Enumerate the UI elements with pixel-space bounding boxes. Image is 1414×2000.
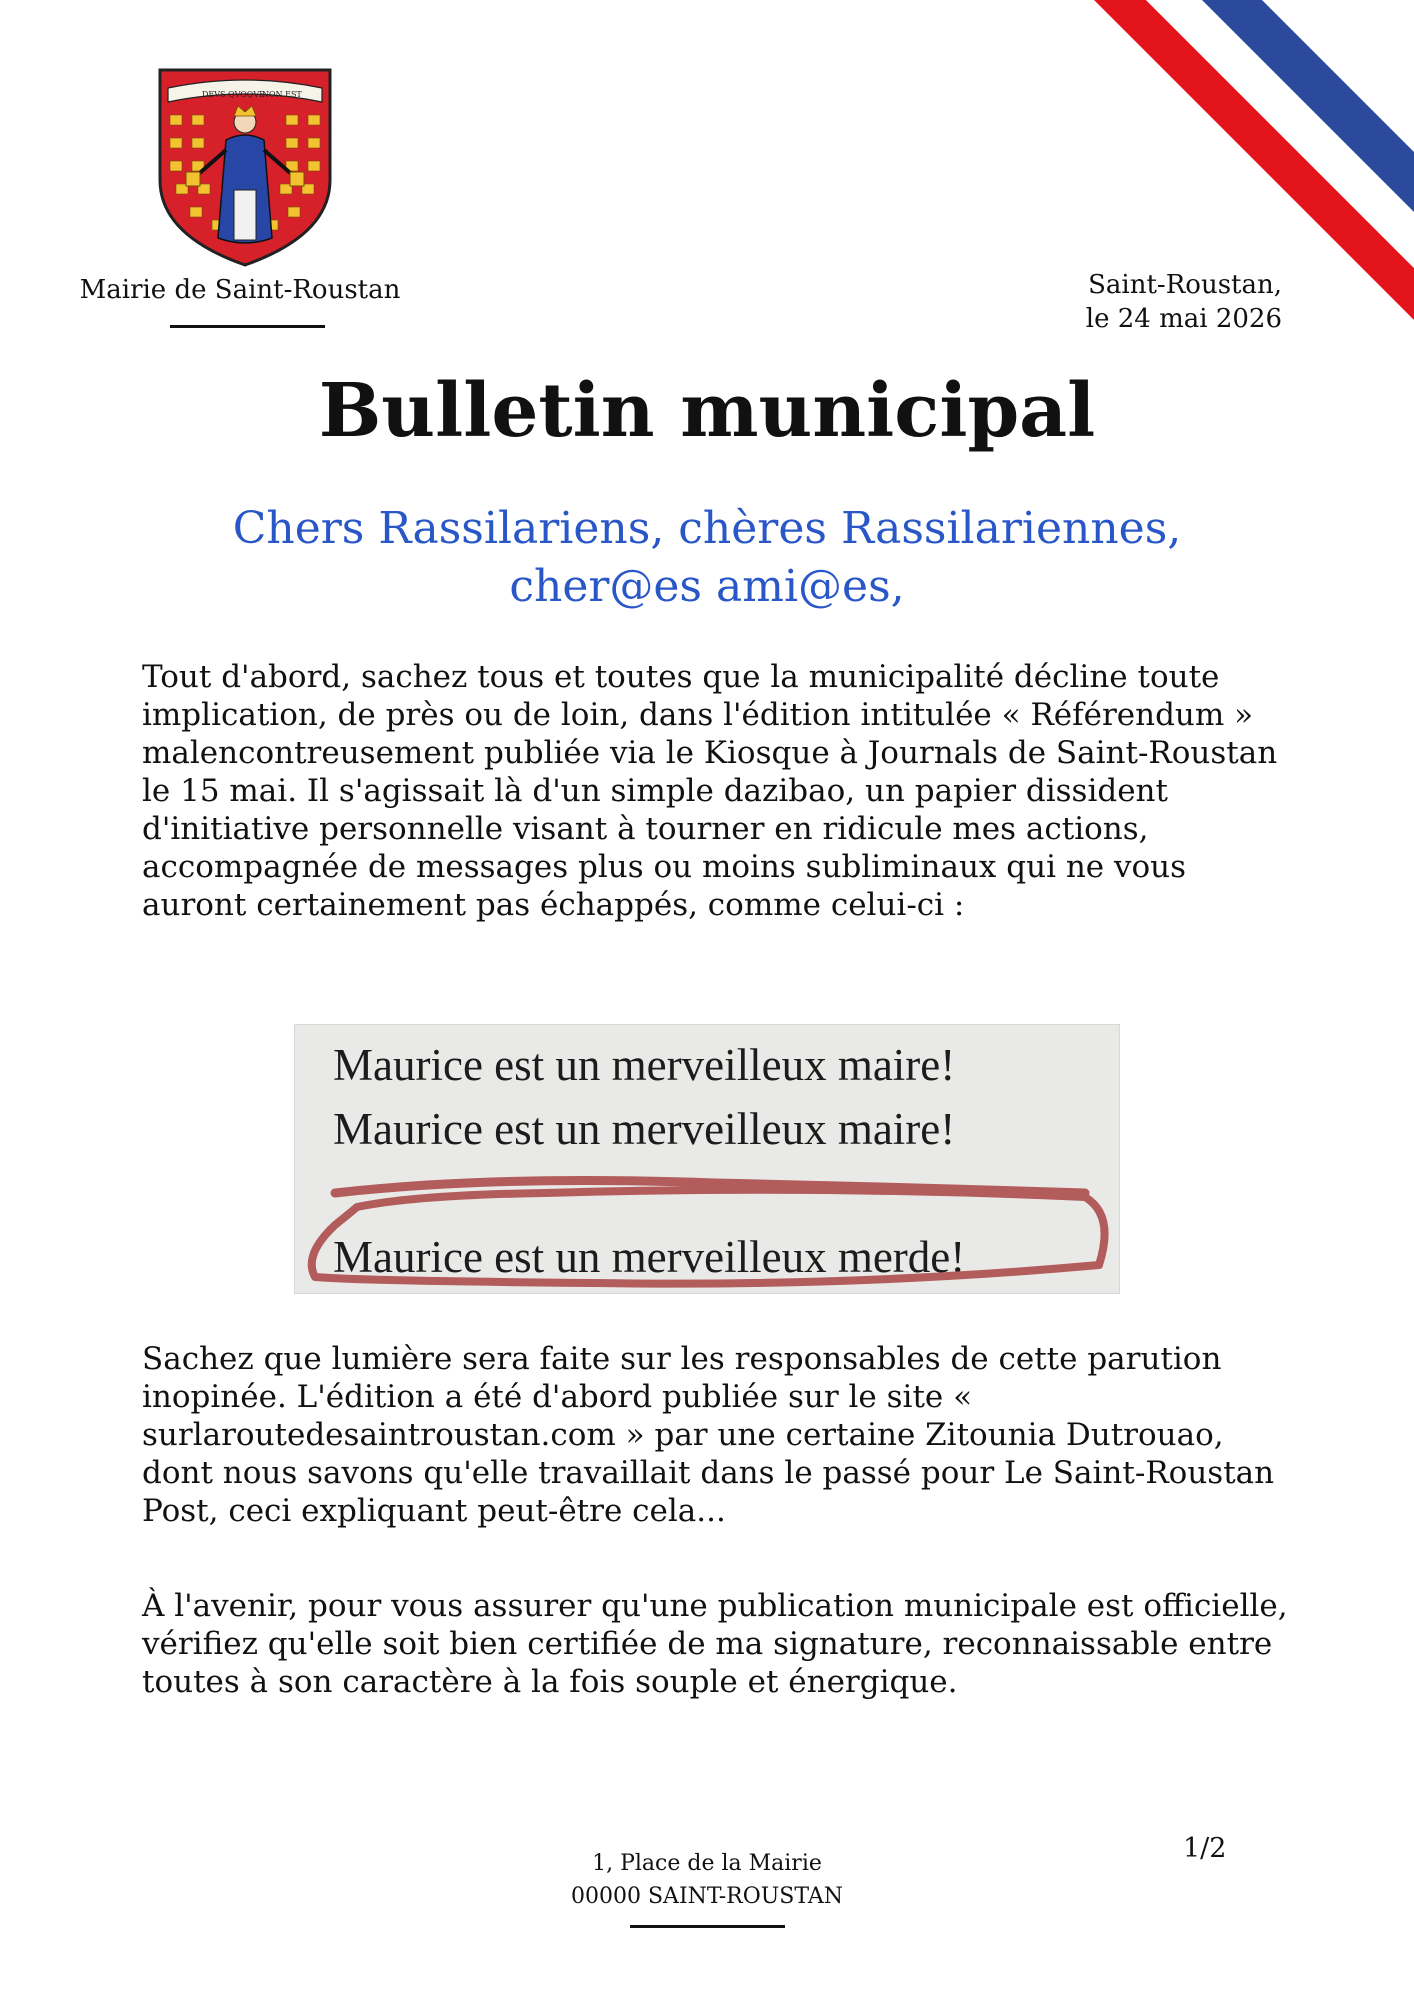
place-text: Saint-Roustan, <box>1088 270 1282 300</box>
clipping-line-2: Maurice est un merveilleux maire! <box>333 1104 956 1154</box>
paragraph-investigation: Sachez que lumière sera faite sur les responsables de cette parution inopinée. L'édition a été d'abord publiée sur le site « surlaroutedesaintroustan.com » par une certaine Zitounia Dutrouao, dont nous savons qu'elle travaillait dans le passé pour Le Saint-Roustan Post, ceci expliquant peut-être cela... <box>142 1341 1275 1529</box>
circled-scribble <box>295 1025 1120 1294</box>
header-divider <box>170 325 325 328</box>
page-title: Bulletin municipal <box>318 368 1096 454</box>
greeting <box>150 500 1264 616</box>
greeting-line-1: Chers Rassilariens, chères Rassilariennes, <box>232 503 1182 554</box>
paragraph-signature-notice: À l'avenir, pour vous assurer qu'une publication municipale est officielle, vérifiez qu'elle soit bien certifiée de ma signature, reconnaissable entre toutes à son caractère à la fois souple et énergique. <box>142 1588 1288 1700</box>
page-number: 1/2 <box>1183 1833 1227 1864</box>
clipping-line-4: Maurice est un merveilleux merde! <box>333 1232 966 1282</box>
quoted-clipping-image <box>294 1024 1120 1294</box>
paragraph-intro: Tout d'abord, sachez tous et toutes que la municipalité décline toute implication, de près ou de loin, dans l'édition intitulée « Référendum » malencontreusement publiée via le Kiosque à Journals de Saint-Roustan le 15 mai. Il s'agissait là d'un simple dazibao, un papier dissident d'initiative personnelle visant à tourner en ridicule mes actions, accompagnée de messages plus ou moins subliminaux qui ne vous auront certainement pas échappés, comme celui-ci : <box>142 659 1278 923</box>
svg-text:NON EST: NON EST <box>262 90 302 99</box>
footer-divider <box>630 1925 785 1928</box>
clipping-line-1: Maurice est un merveilleux maire! <box>333 1040 956 1090</box>
greeting-line-2: cher@es ami@es, <box>509 561 905 612</box>
address-line-1: 1, Place de la Mairie <box>592 1851 822 1876</box>
tricolor-ribbon <box>1094 0 1414 330</box>
address-line-2: 00000 SAINT-ROUSTAN <box>571 1884 843 1909</box>
date-text: le 24 mai 2026 <box>1085 304 1282 334</box>
svg-text:DEVS QVOQVE: DEVS QVOQVE <box>202 90 265 99</box>
footer-address <box>457 1847 957 1913</box>
mairie-name: Mairie de Saint-Roustan <box>79 275 401 305</box>
coat-of-arms-logo <box>150 60 340 270</box>
